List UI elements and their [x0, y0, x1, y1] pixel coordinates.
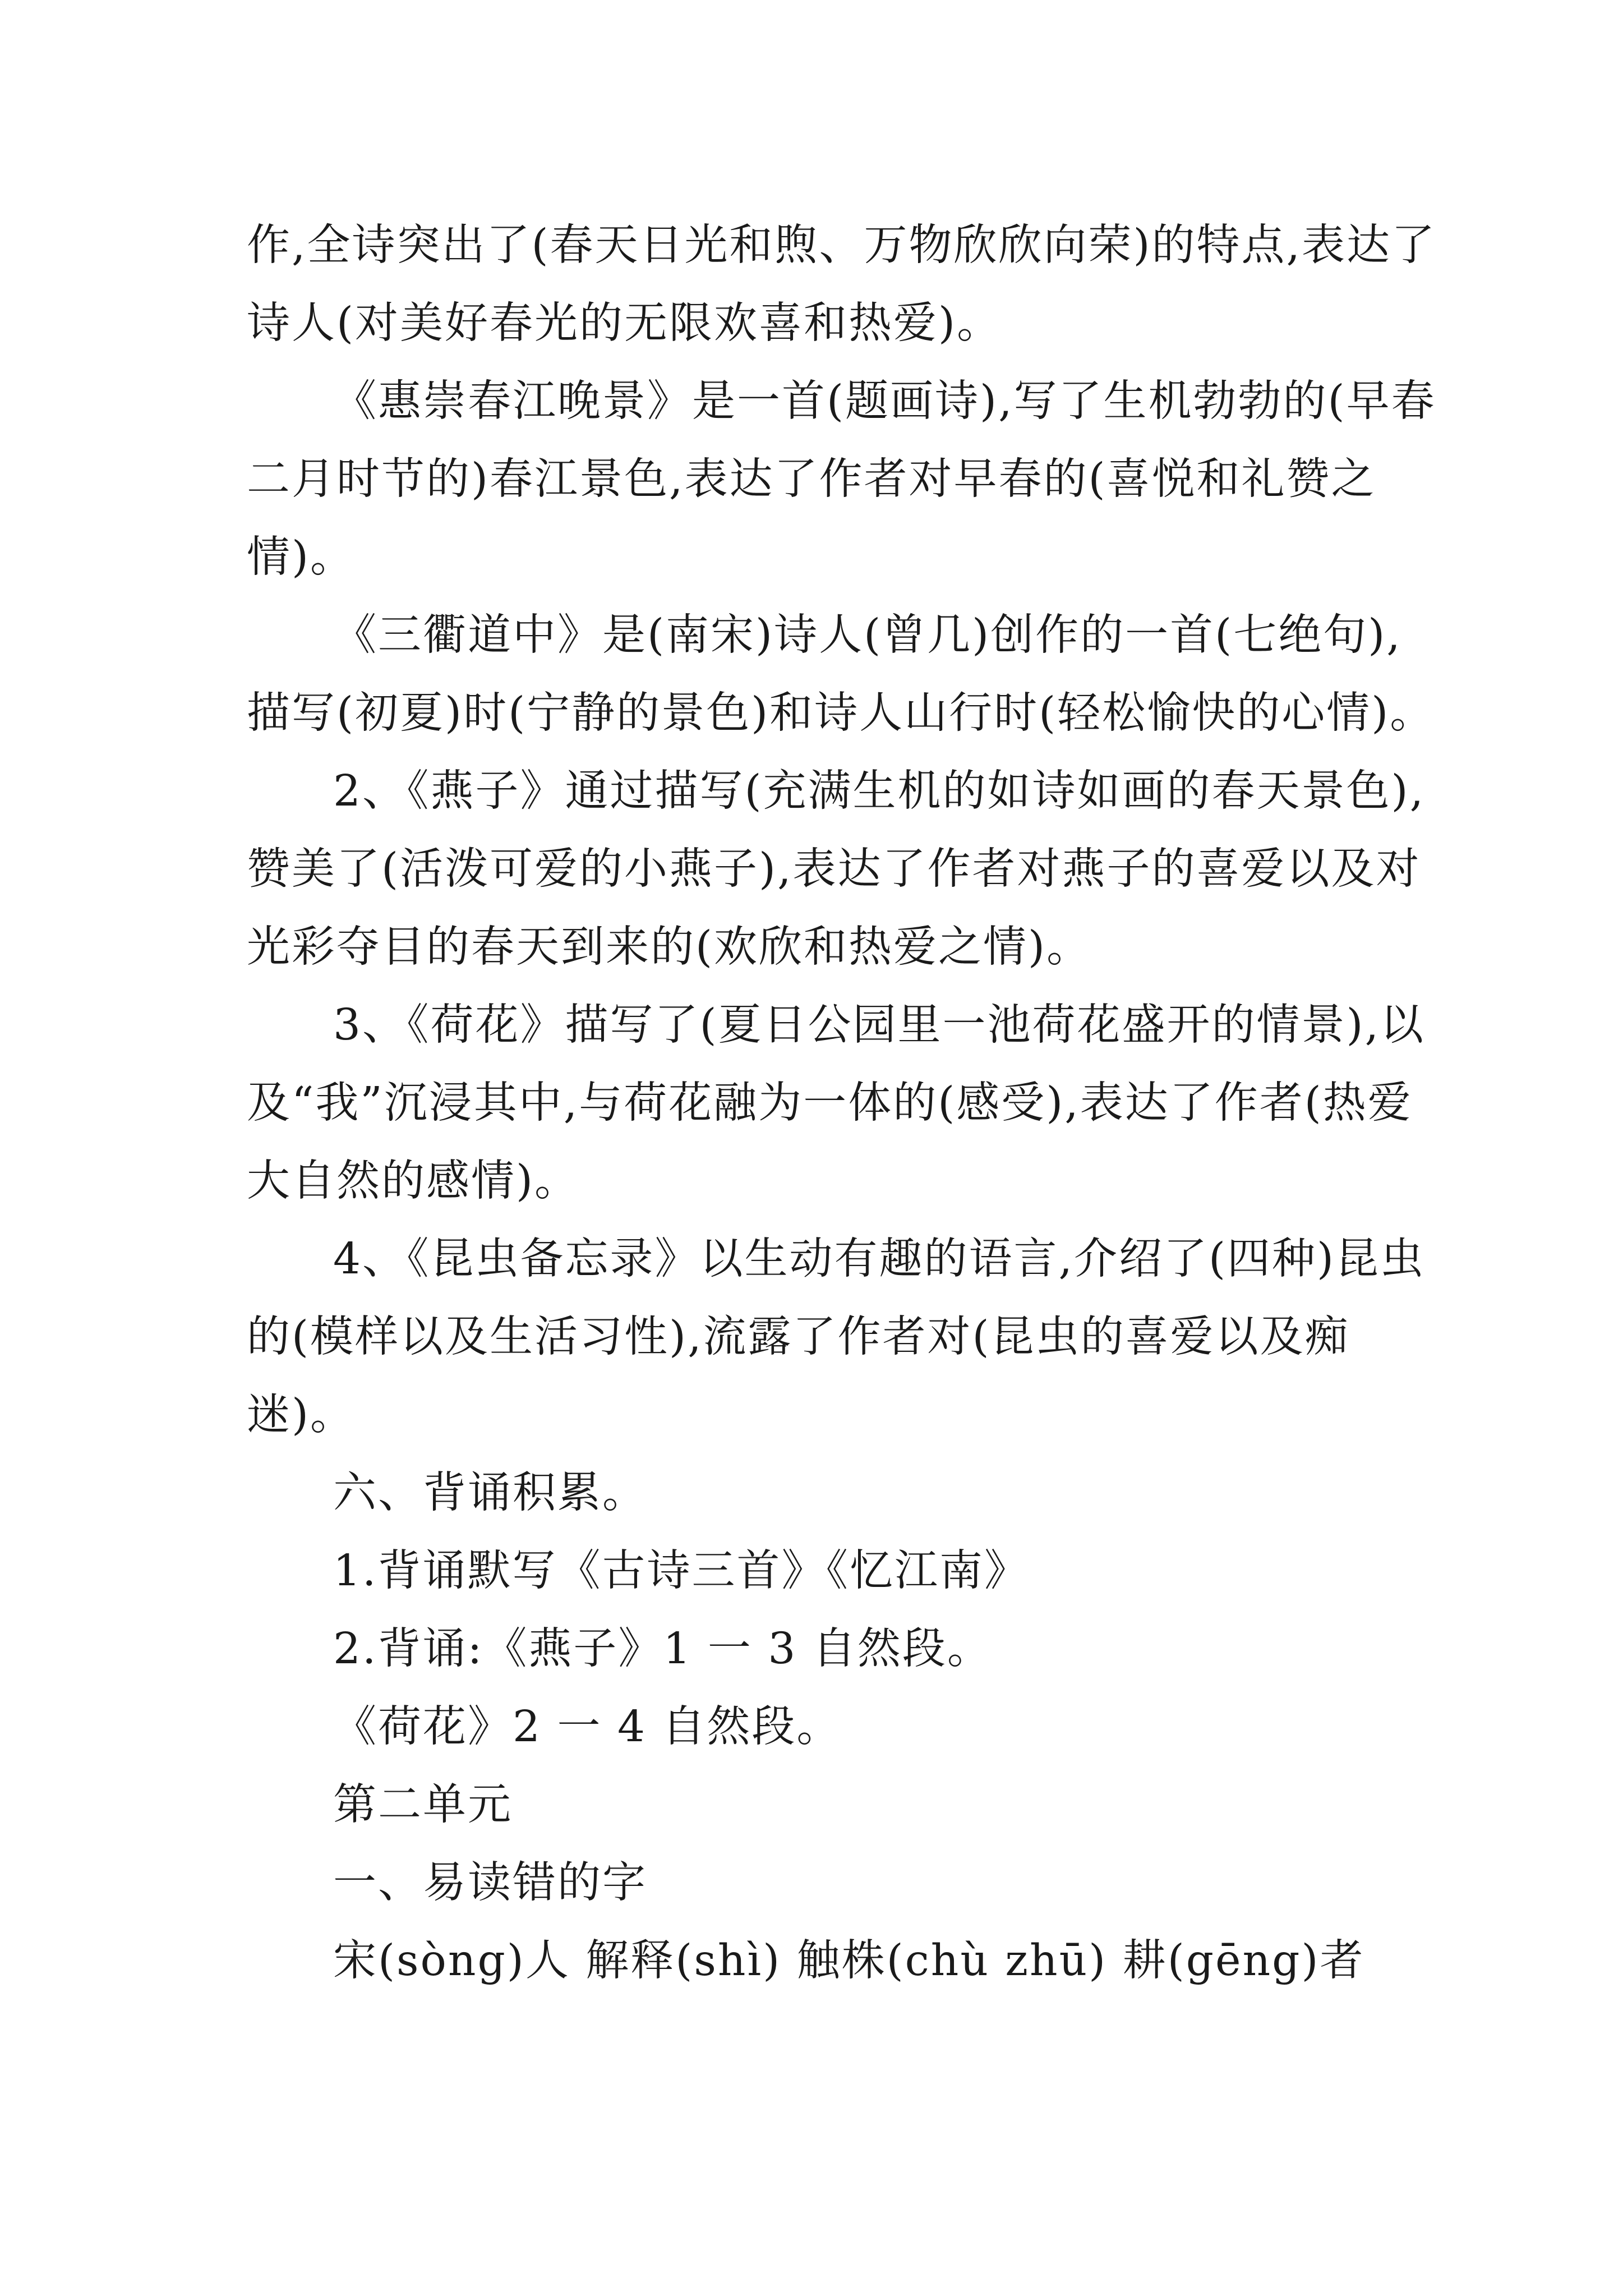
document-body — [247, 206, 1441, 2000]
section-heading-mispronounced: 一、易读错的字 — [333, 1858, 647, 1908]
paragraph-kunchong: 4、《昆虫备忘录》以生动有趣的语言,介绍了(四种)昆虫的(模样以及生活习性),流露了作者对(昆虫的喜爱以及痴迷)。 — [247, 1234, 1426, 1440]
paragraph-huichong-chunjiang: 《惠崇春江晚景》是一首(题画诗),写了生机勃勃的(早春二月时节的)春江景色,表达了作者对早春的(喜悦和礼赞之情)。 — [247, 376, 1436, 582]
list-item-recitation-1: 1.背诵默写《古诗三首》《忆江南》 — [333, 1546, 1029, 1596]
paragraph-pronunciation-list: 宋(sòng)人 解释(shì) 触株(chù zhū) 耕(gēng)者 — [333, 1936, 1365, 1986]
list-item-recitation-2: 2.背诵:《燕子》1 一 3 自然段。 — [333, 1624, 992, 1674]
paragraph-poem-summary-end: 作,全诗突出了(春天日光和煦、万物欣欣向荣)的特点,表达了诗人(对美好春光的无限欢喜和热爱)。 — [247, 220, 1437, 348]
paragraph-yanzi: 2、《燕子》通过描写(充满生机的如诗如画的春天景色),赞美了(活泼可爱的小燕子),表达了作者对燕子的喜爱以及对光彩夺目的春天到来的(欢欣和热爱之情)。 — [247, 766, 1426, 972]
unit-heading: 第二单元 — [333, 1780, 513, 1830]
section-heading-recitation: 六、背诵积累。 — [333, 1468, 647, 1518]
list-item-recitation-hehua: 《荷花》2 一 4 自然段。 — [333, 1702, 842, 1752]
paragraph-sanqu-daozhong: 《三衢道中》是(南宋)诗人(曾几)创作的一首(七绝句),描写(初夏)时(宁静的景色)和诗人山行时(轻松愉快的心情)。 — [247, 610, 1435, 738]
paragraph-hehua: 3、《荷花》描写了(夏日公园里一池荷花盛开的情景),以及“我”沉浸其中,与荷花融为一体的(感受),表达了作者(热爱大自然的感情)。 — [247, 1000, 1426, 1206]
